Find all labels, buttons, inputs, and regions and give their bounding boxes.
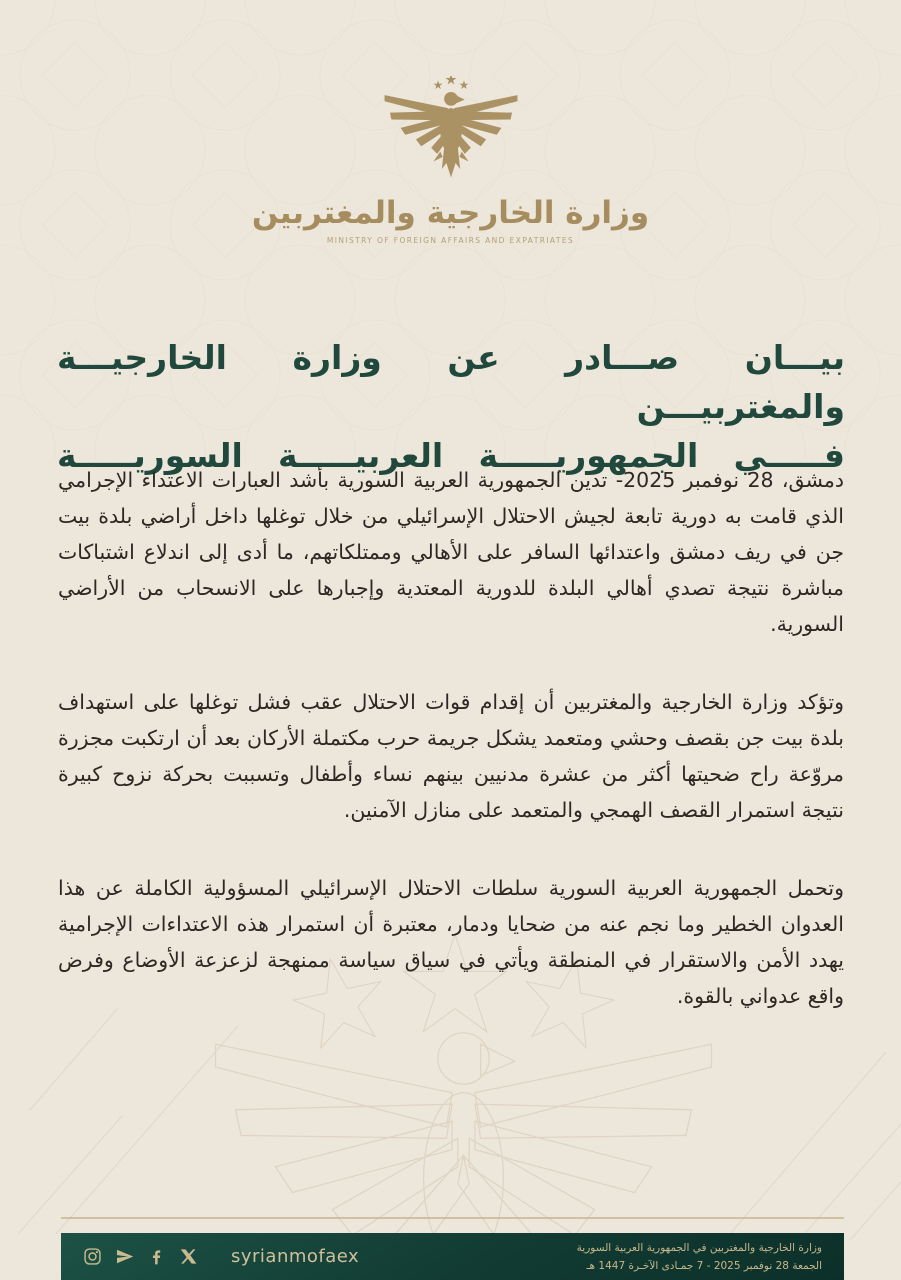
footer-ministry-info bbox=[577, 1239, 822, 1275]
ministry-caption-en: MINISTRY OF FOREIGN AFFAIRS AND EXPATRIATES bbox=[326, 235, 575, 245]
footer-ministry-line: وزارة الخارجية والمغتربين في الجمهورية العربية السورية bbox=[576, 1241, 822, 1254]
social-handle: syrianmofaex bbox=[231, 1246, 360, 1267]
facebook-icon bbox=[147, 1247, 166, 1266]
telegram-icon bbox=[115, 1247, 134, 1266]
eagle-icon bbox=[384, 92, 517, 178]
instagram-icon bbox=[83, 1247, 102, 1266]
eagle-and-stars-icon bbox=[367, 76, 535, 191]
statement-headline bbox=[57, 333, 845, 480]
social-icons-group bbox=[83, 1246, 359, 1267]
headline-line-2: فـــــي الجمهوريـــــة العربيـــــة السوريـــــة bbox=[57, 436, 845, 475]
footer-date-line: الجمعة 28 نوفمبر 2025 - 7 جمـادى الآخـرة 1447 هـ bbox=[586, 1259, 822, 1272]
ministry-emblem bbox=[0, 76, 901, 245]
footer-divider-line bbox=[61, 1217, 844, 1219]
paragraph-1: دمشق، 28 نوفمبر 2025- تدين الجمهورية العربية السورية بأشد العبارات الاعتداء الإجرامي الذي قامت به دورية تابعة لجيش الاحتلال الإسرائيلي من خلال توغلها داخل أراضي بلدة بيت جن في ريف دمشق واعتدائها السافر على الأهالي وممتلكاتهم، ما أدى إلى اندلاع اشتباكات مباشرة نتيجة تصدي أهالي البلدة للدورية المعتدية وإجبارها على الانسحاب من الأراضي السورية. bbox=[58, 468, 844, 636]
paragraph-3: وتحمل الجمهورية العربية السورية سلطات الاحتلال الإسرائيلي المسؤولية الكاملة عن هذا العدوان الخطير وما نجم عنه من ضحايا ودمار، معتبرة أن استمرار هذه الاعتداءات الإجرامية يهدد الأمن والاستقرار في المنطقة ويأتي في سياق سياسة ممنهجة لزعزعة الأوضاع وفرض واقع عدواني بالقوة. bbox=[58, 876, 844, 1008]
three-stars-icon bbox=[433, 76, 468, 89]
x-icon bbox=[179, 1247, 198, 1266]
statement-body bbox=[58, 462, 844, 1056]
footer-bar bbox=[61, 1233, 844, 1280]
headline-line-1: بيـــان صـــادر عن وزارة الخارجيـــة والمغتربيـــن bbox=[57, 338, 845, 426]
ministry-calligraphy: وزارة الخارجية والمغتربين bbox=[251, 194, 650, 231]
paragraph-2: وتؤكد وزارة الخارجية والمغتربين أن إقدام قوات الاحتلال عقب فشل توغلها على استهداف بلدة بيت جن بقصف وحشي ومتعمد يشكل جريمة حرب مكتملة الأركان بعد أن ارتكبت مجزرة مروّعة راح ضحيتها أكثر من عشرة مدنيين بينهم نساء وأطفال وتسببت بحركة نزوح كبيرة نتيجة استمرار القصف الهمجي والمتعمد على منازل الآمنين. bbox=[58, 690, 844, 822]
